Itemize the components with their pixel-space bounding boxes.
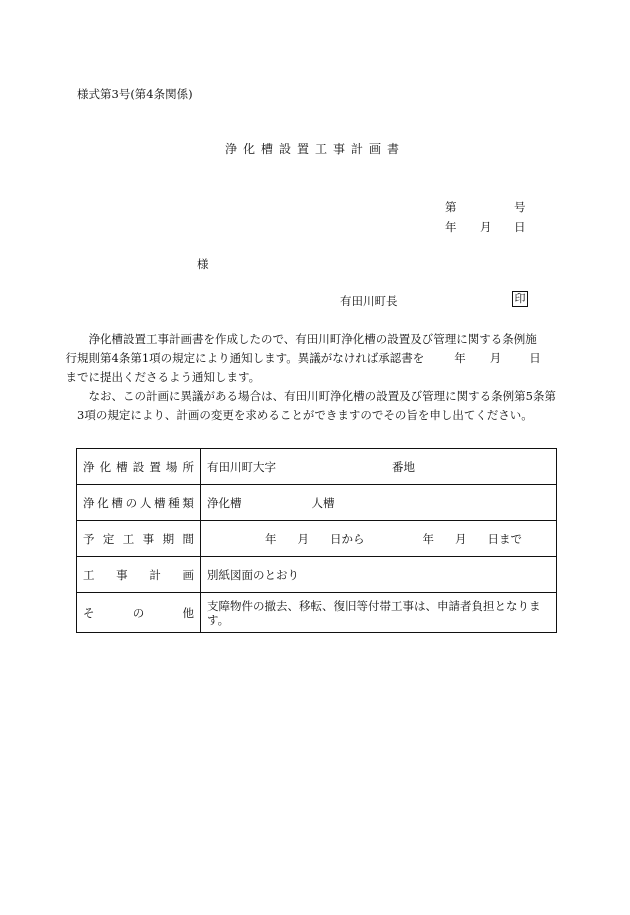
plan-table — [76, 448, 557, 633]
value-period — [201, 521, 557, 557]
label-char: 間 — [182, 531, 194, 546]
label-char: 期 — [162, 531, 175, 546]
label-char: 他 — [182, 605, 194, 620]
notice-body — [65, 330, 556, 425]
period-year-2: 年 — [422, 531, 434, 546]
label-capacity-text — [83, 495, 194, 511]
label-char: 予 — [83, 531, 95, 546]
label-char: 工 — [122, 531, 135, 546]
label-char: 設 — [132, 459, 145, 474]
label-char: 人 — [139, 495, 152, 510]
label-plan-text — [83, 567, 194, 583]
form-number: 様式第3号(第4条関係) — [77, 87, 193, 101]
date-day: 日 — [514, 220, 526, 234]
value-location — [201, 449, 557, 485]
number-go: 号 — [514, 200, 526, 214]
label-char: 画 — [182, 567, 194, 582]
addressee-suffix: 様 — [197, 257, 209, 271]
label-char: の — [125, 495, 138, 510]
paragraph-1-line-3: までに提出くださるよう通知します。 — [65, 370, 261, 384]
period-day-2: 日まで — [487, 531, 522, 546]
label-char: の — [132, 605, 145, 620]
label-char: 所 — [182, 459, 194, 474]
label-period-text — [83, 531, 194, 547]
number-dai: 第 — [445, 200, 457, 214]
period-month-2: 月 — [455, 531, 467, 546]
seal-stamp: 印 — [512, 291, 528, 307]
label-char: 工 — [83, 567, 95, 582]
table-row-location — [77, 449, 557, 485]
document-title: 浄化槽設置工事計画書 — [224, 142, 405, 156]
sender-name: 有田川町長 — [340, 294, 398, 308]
p1-day: 日 — [529, 351, 541, 365]
label-char: そ — [83, 605, 95, 620]
p1-month: 月 — [489, 351, 502, 365]
table-row-period — [77, 521, 557, 557]
label-char: 事 — [142, 531, 155, 546]
paragraph-1-line-1: 浄化槽設置工事計画書を作成したので、有田川町浄化槽の設置及び管理に関する条例施 — [88, 332, 537, 346]
p1-year: 年 — [454, 351, 466, 365]
label-char: 槽 — [116, 459, 128, 474]
label-char: 浄 — [83, 459, 95, 474]
label-char: 化 — [99, 459, 112, 474]
period-month-1: 月 — [297, 531, 309, 546]
period-day-1: 日から — [330, 531, 365, 546]
label-char: 定 — [102, 531, 115, 546]
label-char: 事 — [116, 567, 128, 582]
value-capacity — [201, 485, 557, 521]
location-prefix: 有田川町大字 — [207, 459, 276, 474]
table-row-capacity — [77, 485, 557, 521]
table-row-other — [77, 593, 557, 633]
date-year: 年 — [445, 220, 457, 234]
label-location — [77, 449, 201, 485]
label-char: 浄 — [83, 495, 95, 510]
label-other-text — [83, 605, 194, 621]
paragraph-1 — [65, 330, 556, 387]
location-suffix: 番地 — [392, 459, 415, 474]
label-char: 計 — [149, 567, 161, 582]
period-dates — [207, 531, 550, 547]
capacity-suffix: 人槽 — [311, 495, 335, 510]
label-char: 化 — [97, 495, 109, 510]
value-plan: 別紙図面のとおり — [201, 557, 557, 593]
paragraph-1-line-2: 行規則第4条第1項の規定により通知します。異議がなければ承認書を — [65, 351, 425, 365]
date-month: 月 — [480, 220, 492, 234]
label-location-text — [83, 459, 194, 475]
capacity-prefix: 浄化槽 — [207, 495, 242, 510]
label-other — [77, 593, 201, 633]
label-char: 槽 — [111, 495, 123, 510]
seal-mark — [512, 291, 528, 307]
label-period — [77, 521, 201, 557]
label-char: 置 — [149, 459, 161, 474]
period-year-1: 年 — [265, 531, 277, 546]
label-char: 種 — [168, 495, 180, 510]
value-other: 支障物件の撤去、移転、復旧等付帯工事は、申請者負担となります。 — [201, 593, 557, 633]
label-capacity — [77, 485, 201, 521]
table-row-plan — [77, 557, 557, 593]
label-char: 場 — [165, 459, 178, 474]
paragraph-2: なお、この計画に異議がある場合は、有田川町浄化槽の設置及び管理に関する条例第5条第3項の規定により、計画の変更を求めることができますのでその旨を申し出てください。 — [77, 389, 556, 422]
label-plan — [77, 557, 201, 593]
label-char: 類 — [182, 495, 194, 510]
label-char: 槽 — [154, 495, 166, 510]
